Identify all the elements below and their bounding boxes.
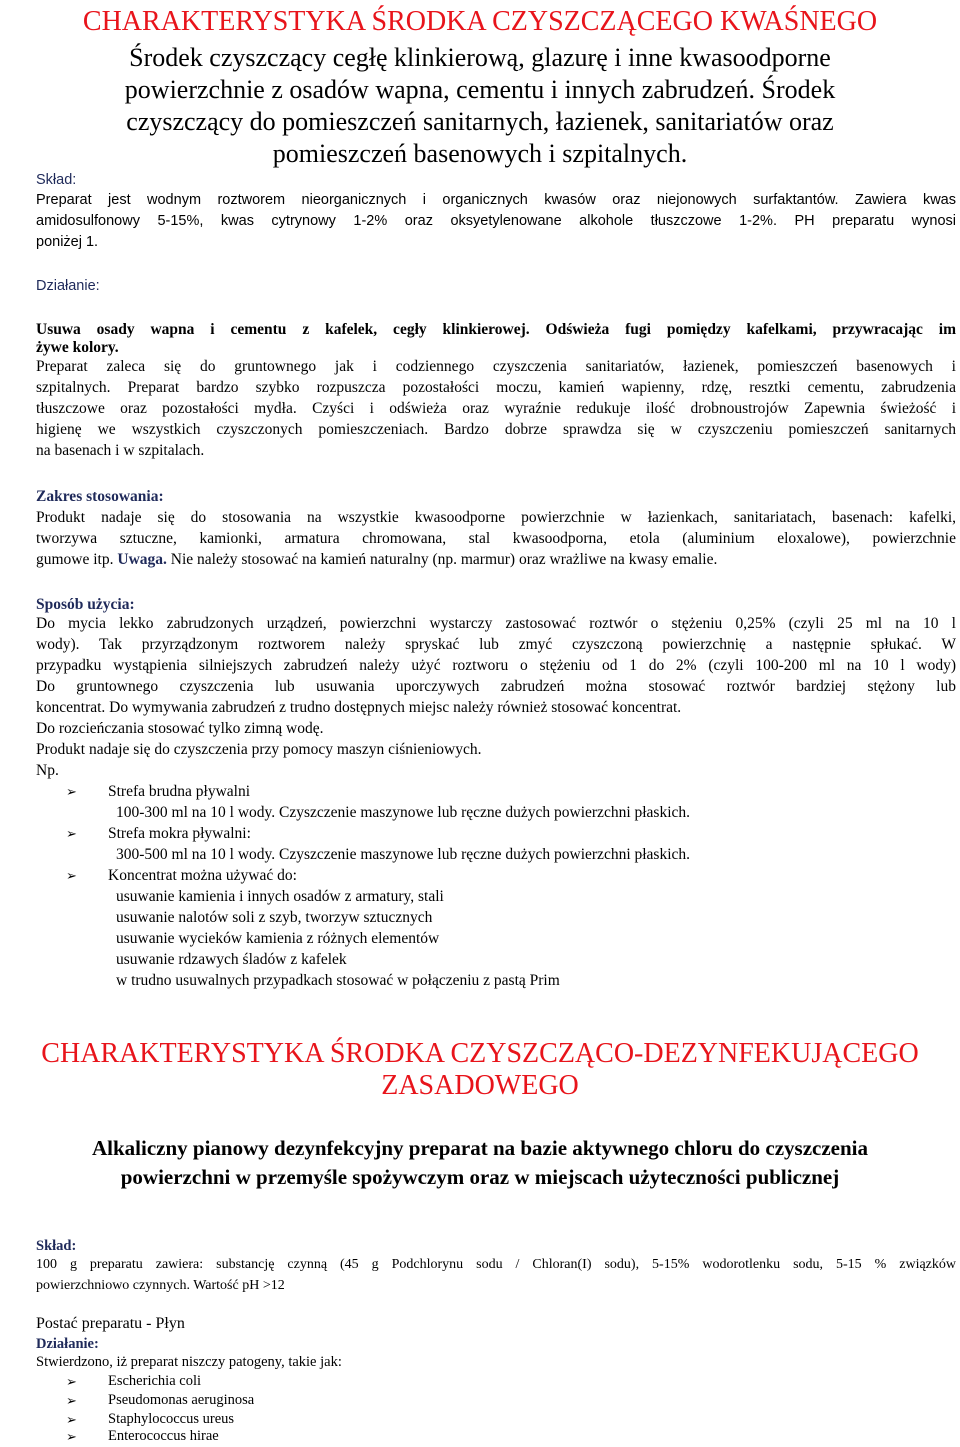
title-line: ZASADOWEGO bbox=[381, 1070, 579, 1101]
subtitle-line: powierzchnie z osadów wapna, cementu i innych zabrudzeń. Środek bbox=[124, 75, 836, 104]
bullet-sub-item: usuwanie rdzawych śladów z kafelek bbox=[116, 951, 347, 968]
sklad-text bbox=[36, 190, 956, 253]
zakres-label: Zakres stosowania: bbox=[36, 488, 164, 505]
text-line: tłuszczowe oraz pozostałości mydła. Czyści i odświeża oraz wyraźnie redukuje ilość drobnoustrojów Zapewnia świeżość i bbox=[36, 400, 956, 417]
pathogen-name: Enterococcus hirae bbox=[108, 1428, 219, 1444]
text-line: higienę we wszystkich czyszczonych pomieszczeniach. Bardzo dobrze sprawdza się w czyszczeniu pomieszczeń sanitarnych bbox=[36, 421, 956, 438]
arrow-bullet-icon: ➢ bbox=[66, 1374, 77, 1389]
text-line: Produkt nadaje się do czyszczenia przy pomocy maszyn ciśnieniowych. bbox=[36, 741, 482, 758]
sposob-label: Sposób użycia: bbox=[36, 596, 135, 613]
bullet-title: Strefa mokra pływalni: bbox=[108, 825, 251, 842]
arrow-bullet-icon: ➢ bbox=[66, 1429, 77, 1444]
pathogen-name: Escherichia coli bbox=[108, 1373, 201, 1389]
text-line: Do gruntownego czyszczenia lub usuwania uporczywych zabrudzeń można stosować roztwór bardziej stężony lub bbox=[36, 678, 956, 695]
text-line: Np. bbox=[36, 762, 59, 779]
bullet-title: Strefa brudna pływalni bbox=[108, 783, 251, 800]
dzialanie2-intro: Stwierdzono, iż preparat niszczy patogeny, takie jak: bbox=[36, 1354, 342, 1370]
text-line: powierzchniowo czynnych. Wartość pH >12 bbox=[36, 1278, 285, 1293]
bullet-sub-item: usuwanie kamienia i innych osadów z armatury, stali bbox=[116, 888, 444, 905]
arrow-bullet-icon: ➢ bbox=[66, 868, 77, 883]
uwaga-label: Uwaga. bbox=[117, 551, 167, 568]
sklad2-text bbox=[36, 1254, 956, 1296]
text-line: na basenach i w szpitalach. bbox=[36, 442, 205, 459]
text-span: gumowe itp. bbox=[36, 551, 118, 568]
title-line: CHARAKTERYSTYKA ŚRODKA CZYSZCZĄCO-DEZYNFEKUJĄCEGO bbox=[41, 1038, 919, 1069]
text-line: poniżej 1. bbox=[36, 234, 99, 250]
subtitle-line: Środek czyszczący cegłę klinkierową, glazurę i inne kwasoodporne bbox=[129, 43, 831, 72]
text-line: 100 g preparatu zawiera: substancję czynną (45 g Podchlorynu sodu / Chloran(I) sodu), 5-15% wodorotlenku sodu, 5-15 % związków bbox=[36, 1257, 956, 1272]
bullet-sub-item: w trudno usuwalnych przypadkach stosować w połączeniu z pastą Prim bbox=[116, 972, 560, 989]
dzialanie-label: Działanie: bbox=[36, 278, 100, 294]
pathogen-name: Pseudomonas aeruginosa bbox=[108, 1392, 255, 1408]
sklad2-label: Skład: bbox=[36, 1238, 77, 1254]
text-line: przypadku wystąpienia silniejszych zabrudzeń należy użyć roztworu o stężeniu od 1 do 2% (czyli 100-200 ml na 10 l wody) bbox=[36, 657, 956, 674]
arrow-bullet-icon: ➢ bbox=[66, 1393, 77, 1408]
section2-title bbox=[0, 1038, 960, 1102]
text-line: tworzywa sztuczne, kamionki, armatura chromowana, stal kwasoodporna, etola (aluminium eloxalowe), powierzchnie bbox=[36, 530, 956, 547]
text-line: amidosulfonowy 5-15%, kwas cytrynowy 1-2% oraz oksyetylenowane alkohole tłuszczowe 1-2%. PH preparatu wynosi bbox=[36, 213, 956, 229]
text-line: koncentrat. Do wymywania zabrudzeń z trudno dostępnych miejsc należy również stosować koncentrat. bbox=[36, 699, 682, 716]
subtitle-line: Alkaliczny pianowy dezynfekcyjny preparat na bazie aktywnego chloru do czyszczenia bbox=[92, 1136, 868, 1160]
bullet-sub-item: usuwanie nalotów soli z szyb, tworzyw sztucznych bbox=[116, 909, 433, 926]
text-line: Usuwa osady wapna i cementu z kafelek, cegły klinkierowej. Odświeża fugi pomiędzy kafelkami, przywracając im bbox=[36, 321, 956, 338]
bullet-detail: 100-300 ml na 10 l wody. Czyszczenie maszynowe lub ręczne dużych powierzchni płaskich. bbox=[116, 804, 691, 821]
usage-bullet-list bbox=[36, 781, 936, 991]
postac-preparatu: Postać preparatu - Płyn bbox=[36, 1315, 185, 1332]
text-line: Produkt nadaje się do stosowania na wszystkie kwasoodporne powierzchnie w łazienkach, sanitariatach, basenach: kafelki, bbox=[36, 509, 956, 526]
text-line: wody). Tak przyrządzonym roztworem należy spryskać lub zmyć czyszczoną powierzchnię a następnie spłukać. W bbox=[36, 636, 956, 653]
text-line: szpitalnych. Preparat bardzo szybko rozpuszcza pozostałości moczu, kamień wapienny, rdzę, resztki cementu, zabrudzenia bbox=[36, 379, 956, 396]
sklad-label: Skład: bbox=[36, 172, 77, 188]
section1-title: CHARAKTERYSTYKA ŚRODKA CZYSZCZĄCEGO KWAŚNEGO bbox=[82, 6, 878, 37]
text-line bbox=[36, 549, 956, 570]
arrow-bullet-icon: ➢ bbox=[66, 784, 77, 799]
arrow-bullet-icon: ➢ bbox=[66, 826, 77, 841]
text-line: Preparat jest wodnym roztworem nieorganicznych i organicznych kwasów oraz niejonowych surfaktantów. Zawiera kwas bbox=[36, 192, 956, 208]
dzialanie2-label: Działanie: bbox=[36, 1336, 99, 1352]
text-line: Preparat zaleca się do gruntownego jak i codziennego czyszczenia sanitariatów, łazienek, pomieszczeń basenowych i bbox=[36, 358, 956, 375]
zakres-text bbox=[36, 507, 956, 570]
section1-subtitle bbox=[0, 42, 960, 170]
text-line: Do mycia lekko zabrudzonych urządzeń, powierzchni wystarczy zastosować roztwór o stężeniu 0,25% (czyli 25 ml na 10 l bbox=[36, 615, 956, 632]
pathogen-name: Staphylococcus ureus bbox=[108, 1411, 235, 1427]
dzialanie-text bbox=[36, 319, 956, 461]
subtitle-line: pomieszczeń basenowych i szpitalnych. bbox=[272, 139, 688, 168]
subtitle-line: czyszczący do pomieszczeń sanitarnych, łazienek, sanitariatów oraz bbox=[126, 107, 834, 136]
sposob-text bbox=[36, 613, 956, 781]
subtitle-line: powierzchni w przemyśle spożywczym oraz w miejscach użyteczności publicznej bbox=[120, 1165, 840, 1189]
bullet-detail: 300-500 ml na 10 l wody. Czyszczenie maszynowe lub ręczne dużych powierzchni płaskich. bbox=[116, 846, 691, 863]
text-span: Nie należy stosować na kamień naturalny (np. marmur) oraz wrażliwe na kwasy emalie. bbox=[166, 551, 718, 568]
text-line: Do rozcieńczania stosować tylko zimną wodę. bbox=[36, 720, 324, 737]
section2-subtitle bbox=[0, 1134, 960, 1192]
arrow-bullet-icon: ➢ bbox=[66, 1412, 77, 1427]
bullet-sub-item: usuwanie wycieków kamienia z różnych elementów bbox=[116, 930, 440, 947]
text-line: żywe kolory. bbox=[36, 339, 119, 356]
pathogen-list bbox=[36, 1371, 436, 1443]
bullet-title: Koncentrat można używać do: bbox=[108, 867, 297, 884]
